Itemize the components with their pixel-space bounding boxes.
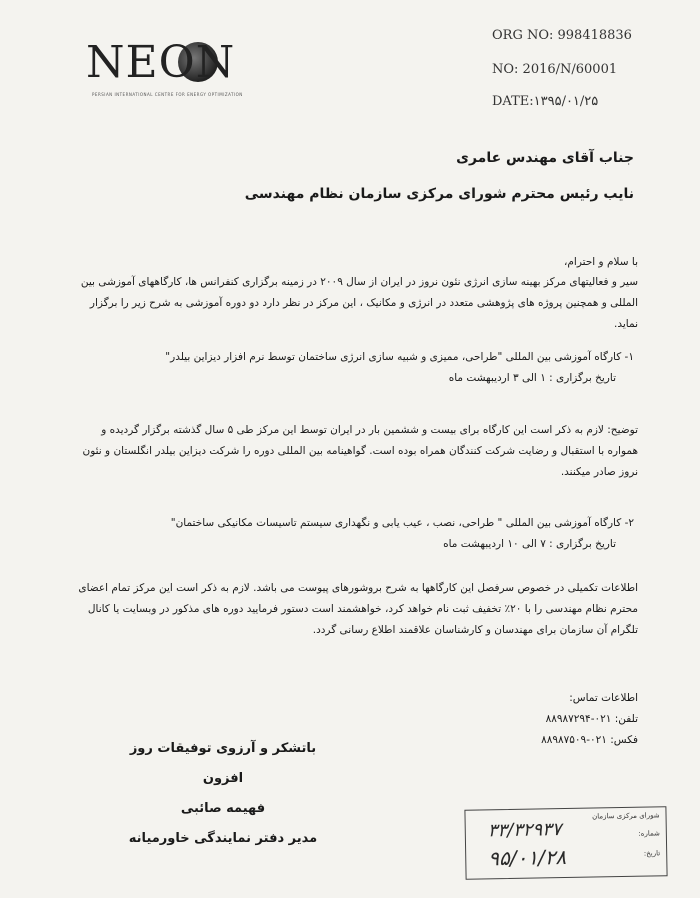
contact-fax: فکس: ۰۲۱-۸۸۹۸۷۵۰۹ [541, 734, 638, 746]
signatory-name: فهیمه صائبی [180, 801, 266, 816]
stamp-header: شورای مرکزی سازمان [592, 811, 660, 821]
neon-logo [86, 36, 256, 106]
contact-tel: تلفن: ۰۲۱-۸۸۹۸۷۲۹۴ [545, 713, 638, 725]
additional-info: اطلاعات تکمیلی در خصوص سرفصل این کارگاهها به شرح بروشورهای پیوست می باشد. لازم به ذکر است این مرکز تمام اعضای محترم نظام مهندسی را با ۲۰٪ تخفیف ثبت نام خواهد کرد، خواهشمند است دستور فرمایید دوره های مذکور در وبسایت یا کانال تلگرام آن سازمان برای مهندسان و کارشناسان علاقمند اطلاع رسانی گردد. [78, 582, 638, 636]
stamp-number: ۳۳/۳۲۹۳۷ [487, 819, 562, 842]
letter-number: NO: 2016/N/60001 [492, 62, 618, 77]
workshop-2-date: تاریخ برگزاری : ۷ الی ۱۰ اردیبهشت ماه [443, 538, 616, 550]
stamp-number-label: شماره: [638, 829, 660, 838]
registration-stamp [464, 806, 667, 880]
logo-text: NEON [86, 37, 236, 88]
contact-heading: اطلاعات تماس: [569, 692, 638, 704]
intro-paragraph: سیر و فعالیتهای مرکز بهینه سازی انرژی نئون نروز در ایران از سال ۲۰۰۹ در زمینه برگزاری کنفرانس ها، کارگاههای آموزشی بین المللی و همچنین پروژه های پژوهشی متعدد در انرژی و مکانیک ، این مرکز در نظر دارد دو دوره آموزشی به شرح زیر را برگزار نماید. [80, 276, 638, 330]
stamp-date-label: تاریخ: [643, 849, 661, 858]
greeting: با سلام و احترام، [564, 256, 638, 268]
workshop-item-2 [74, 513, 638, 555]
addressee-title: نایب رئیس محترم شورای مرکزی سازمان نظام مهندسی [244, 186, 634, 202]
signatory-title: مدیر دفتر نمایندگی خاورمیانه [128, 831, 318, 846]
letter-date: DATE:۱۳۹۵/۰۱/۲۵ [492, 94, 599, 109]
workshop-2-title: ۲- کارگاه آموزشی بین المللی " طراحی، نصب ، عیب یابی و نگهداری سیستم تاسیسات مکانیکی ساختمان" [170, 517, 634, 529]
stamp-date: ۹۵/۰۱/۲۸ [488, 845, 567, 871]
workshop-1-date: تاریخ برگزاری : ۱ الی ۳ اردیبهشت ماه [448, 372, 616, 384]
signature-block [108, 734, 338, 854]
workshop-1-title: ۱- کارگاه آموزشی بین المللی "طراحی، ممیزی و شبیه سازی انرژی ساختمان توسط نرم افزار دیزاین بیلدر" [165, 351, 634, 363]
workshop-item-1 [74, 347, 638, 389]
logo-subtitle: PERSIAN INTERNATIONAL CENTRE FOR ENERGY OPTIMIZATION [92, 92, 243, 97]
closing-line: باتشکر و آرزوی توفیقات روز افزون [129, 741, 317, 786]
note-paragraph: توضیح: لازم به ذکر است این کارگاه برای بیست و ششمین بار در ایران توسط این مرکز طی ۵ سال گذشته برگزار گردیده و همواره با استقبال و رضایت شرکت کنندگان همراه بوده است. گواهینامه بین المللی دوره را شرکت دیزاین بیلدر انگلستان و نئون نروز صادر میکنند. [82, 424, 638, 478]
org-number: ORG NO: 998418836 [492, 28, 632, 43]
addressee-name: جناب آقای مهندس عامری [456, 150, 634, 166]
